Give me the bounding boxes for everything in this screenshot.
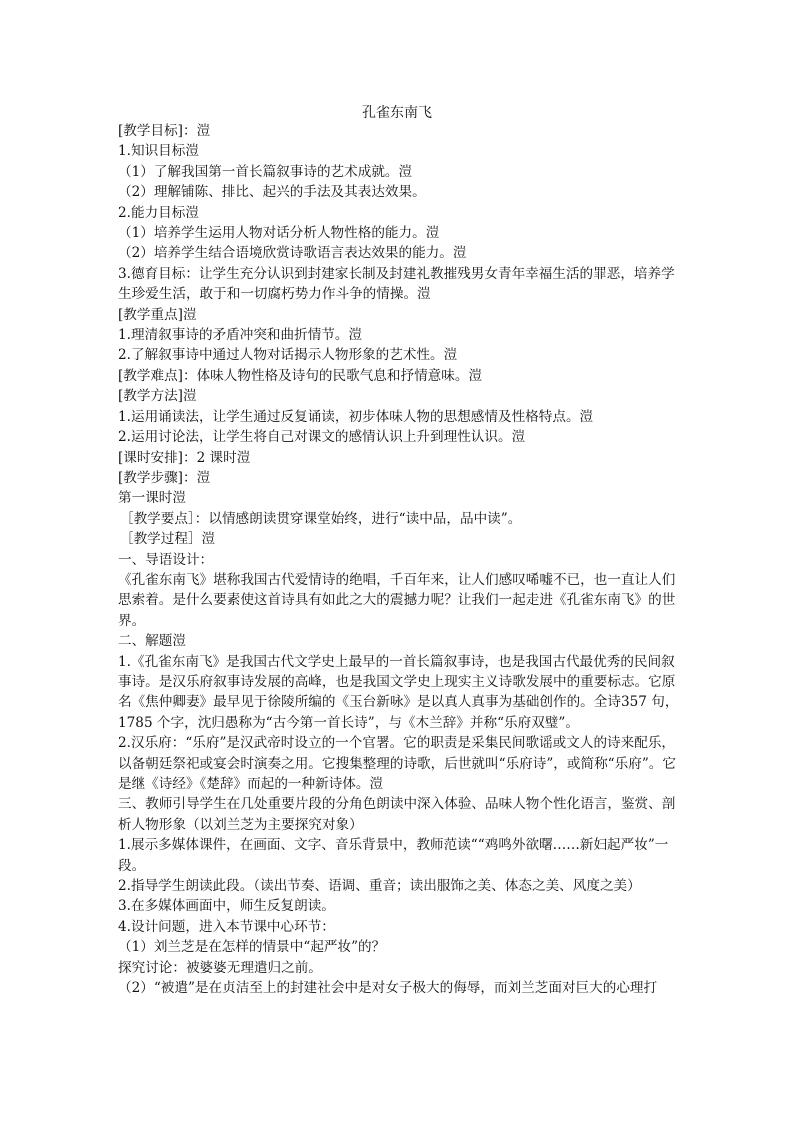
- paragraph: [教学步骤]：溰: [118, 469, 211, 486]
- paragraph: 第一课时溰: [118, 490, 186, 507]
- paragraph: 探究讨论：被婆婆无理遣归之前。: [118, 959, 322, 976]
- paragraph: [教学重点]溰: [118, 306, 197, 323]
- paragraph: 三、教师引导学生在几处重要片段的分角色朗读中深入体验、品味人物个性化语言，鉴赏、剖析人物形象（以刘兰芝为主要探究对象）: [118, 796, 676, 833]
- paragraph: 2.汉乐府：“乐府”是汉武帝时设立的一个官署。它的职责是采集民间歌谣或文人的诗来配乐，以备朝廷祭祀或宴会时演奏之用。它搜集整理的诗歌，后世就叫“乐府诗”，或简称“乐府”。它是继《诗经》《楚辞》而起的一种新诗体。溰: [118, 735, 676, 792]
- paragraph: [教学难点]：体味人物性格及诗句的民歌气息和抒情意味。溰: [118, 367, 483, 384]
- paragraph: ［教学过程］溰: [120, 531, 216, 548]
- paragraph: 《孔雀东南飞》堪称我国古代爱情诗的绝唱，千百年来，让人们感叹唏嘘不已，也一直让人们思索着。是什么要素使这首诗具有如此之大的震撼力呢？让我们一起走进《孔雀东南飞》的世界。: [118, 571, 676, 629]
- paragraph: （2）理解铺陈、排比、起兴的手法及其表达效果。: [118, 184, 426, 201]
- paragraph: （2）培养学生结合语境欣赏诗歌语言表达效果的能力。溰: [118, 245, 467, 262]
- paragraph: 2.指导学生朗读此段。（读出节奏、语调、重音；读出服饰之美、体态之美、风度之美）: [118, 878, 641, 895]
- paragraph: 1.知识目标溰: [118, 143, 199, 160]
- paragraph: 3.德育目标：让学生充分认识到封建家长制及封建礼教摧残男女青年幸福生活的罪恶，培养学生珍爱生活，敢于和一切腐朽势力作斗争的情操。溰: [118, 265, 675, 303]
- paragraph: 4.设计问题，进入本节课中心环节：: [118, 918, 335, 935]
- paragraph: 1.理清叙事诗的矛盾冲突和曲折情节。溰: [118, 327, 363, 344]
- paragraph: （1）培养学生运用人物对话分析人物性格的能力。溰: [118, 225, 440, 242]
- paragraph: （1）了解我国第一首长篇叙事诗的艺术成就。溰: [118, 163, 413, 180]
- paragraph: 一、导语设计：: [118, 551, 214, 568]
- paragraph: [教学目标]：溰: [118, 123, 211, 139]
- paragraph: 1.《孔雀东南飞》是我国古代文学史上最早的一首长篇叙事诗，也是我国古代最优秀的民间叙事诗。是汉乐府叙事诗发展的高峰，也是我国文学史上现实主义诗歌发展中的重要标志。它原名《焦仲卿妻》最早见于徐陵所编的《玉台新咏》是以真人真事为基础创作的。全诗357 句，1785 个字，沈归愚称为“古今第一首长诗”，与《木兰辞》并称“乐府双璧”。: [118, 653, 679, 731]
- paragraph: 3.在多媒体画面中，师生反复朗读。: [118, 898, 335, 915]
- paragraph: 2.能力目标溰: [118, 204, 199, 221]
- paragraph: 2.了解叙事诗中通过人物对话揭示人物形象的艺术性。溰: [118, 347, 458, 364]
- paragraph: 1.展示多媒体课件，在画面、文字、音乐背景中，教师范读““鸡鸣外欲曙……新妇起严妆”一段。: [118, 837, 669, 874]
- paragraph: 1.运用诵读法，让学生通过反复诵读，初步体味人物的思想感情及性格特点。溰: [118, 408, 594, 425]
- paragraph: （1）刘兰芝是在怎样的情景中“起严妆”的？: [118, 939, 386, 956]
- paragraph: 二、解题溰: [118, 633, 186, 650]
- document-title: 孔雀东南飞: [362, 105, 432, 121]
- paragraph: [课时安排]：2 课时溰: [118, 449, 251, 466]
- document-body: [118, 121, 680, 998]
- paragraph: ［教学要点］：以情感朗读贯穿课堂始终，进行“读中品，品中读”。: [120, 510, 522, 527]
- paragraph: 2.运用讨论法，让学生将自己对课文的感情认识上升到理性认识。溰: [118, 429, 526, 446]
- paragraph: [教学方法]溰: [118, 388, 197, 405]
- paragraph: （2）“被遣”是在贞洁至上的封建社会中是对女子极大的侮辱，而刘兰芝面对巨大的心理打: [118, 980, 658, 997]
